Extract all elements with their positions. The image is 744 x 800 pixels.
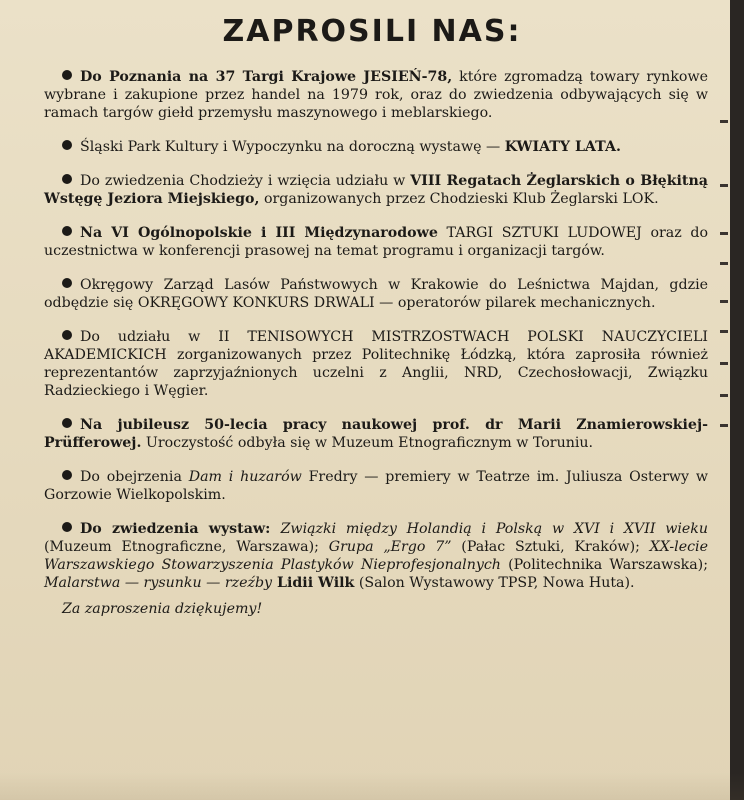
bullet-icon: [62, 418, 72, 428]
list-item: Śląski Park Kultury i Wypoczynku na doroczną wystawę — KWIATY LATA.: [44, 138, 708, 156]
bullet-icon: [62, 470, 72, 480]
adjacent-column-edge: [708, 0, 730, 800]
closing-thanks: Za zaproszenia dziękujemy!: [62, 601, 263, 617]
bullet-icon: [62, 70, 72, 80]
list-item: Okręgowy Zarząd Lasów Państwowych w Krakowie do Leśnictwa Majdan, gdzie odbędzie się OKRĘGOWY KONKURS DRWALI — operatorów pilarek mechanicznych.: [44, 277, 708, 311]
list-item: Do zwiedzenia wystaw: Związki między Holandią i Polską w XVI i XVII wieku (Muzeum Etnograficzne, Warszawa); Grupa „Ergo 7” (Pałac Sztuki, Kraków); XX-lecie Warszawskiego Stowarzyszenia Plastyków Nieprofesjonalnych (Politechnika Warszawska); Malarstwa — rysunku — rzeźby Lidii Wilk (Salon Wystawowy TPSP, Nowa Huta).: [44, 521, 709, 591]
bullet-icon: [62, 226, 72, 236]
list-item: Do udziału w II TENISOWYCH MISTRZOSTWACH POLSKI NAUCZYCIELI AKADEMICKICH zorganizowanych przez Politechnikę Łódzką, która zaprosiła również reprezentantów zaprzyjaźnionych uczelni z Anglii, NRD, Czechosłowacji, Związku Radzieckiego i Węgier.: [44, 329, 708, 399]
bullet-icon: [62, 522, 72, 532]
list-item: Do obejrzenia Dam i huzarów Fredry — premiery w Teatrze im. Juliusza Osterwy w Gorzowie Wielkopolskim.: [44, 469, 708, 503]
page-shade: [0, 772, 744, 800]
invitation-list: [44, 68, 708, 634]
list-item: Na VI Ogólnopolskie i III Międzynarodowe TARGI SZTUKI LUDOWEJ oraz do uczestnictwa w konferencji prasowej na temat programu i organizacji targów.: [44, 225, 708, 259]
bullet-icon: [62, 330, 72, 340]
list-item: Do Poznania na 37 Targi Krajowe JESIEŃ-78, które zgromadzą towary rynkowe wybrane i zakupione przez handel na 1979 rok, oraz do zwiedzenia odbywających się w ramach targów giełd przemysłu maszynowego i meblarskiego.: [44, 69, 709, 121]
page-title: ZAPROSILI NAS:: [222, 14, 522, 49]
bullet-icon: [62, 140, 72, 150]
bullet-icon: [62, 174, 72, 184]
bullet-icon: [62, 278, 72, 288]
binding-shadow: [730, 0, 744, 800]
list-item: Do zwiedzenia Chodzieży i wzięcia udziału w VIII Regatach Żeglarskich o Błękitną Wstęgę Jeziora Miejskiego, organizowanych przez Chodzieski Klub Żeglarski LOK.: [44, 173, 708, 207]
list-item: Na jubileusz 50-lecia pracy naukowej prof. dr Marii Znamierowskiej-Prüfferowej. Uroczystość odbyła się w Muzeum Etnograficznym w Toruniu.: [44, 417, 708, 451]
